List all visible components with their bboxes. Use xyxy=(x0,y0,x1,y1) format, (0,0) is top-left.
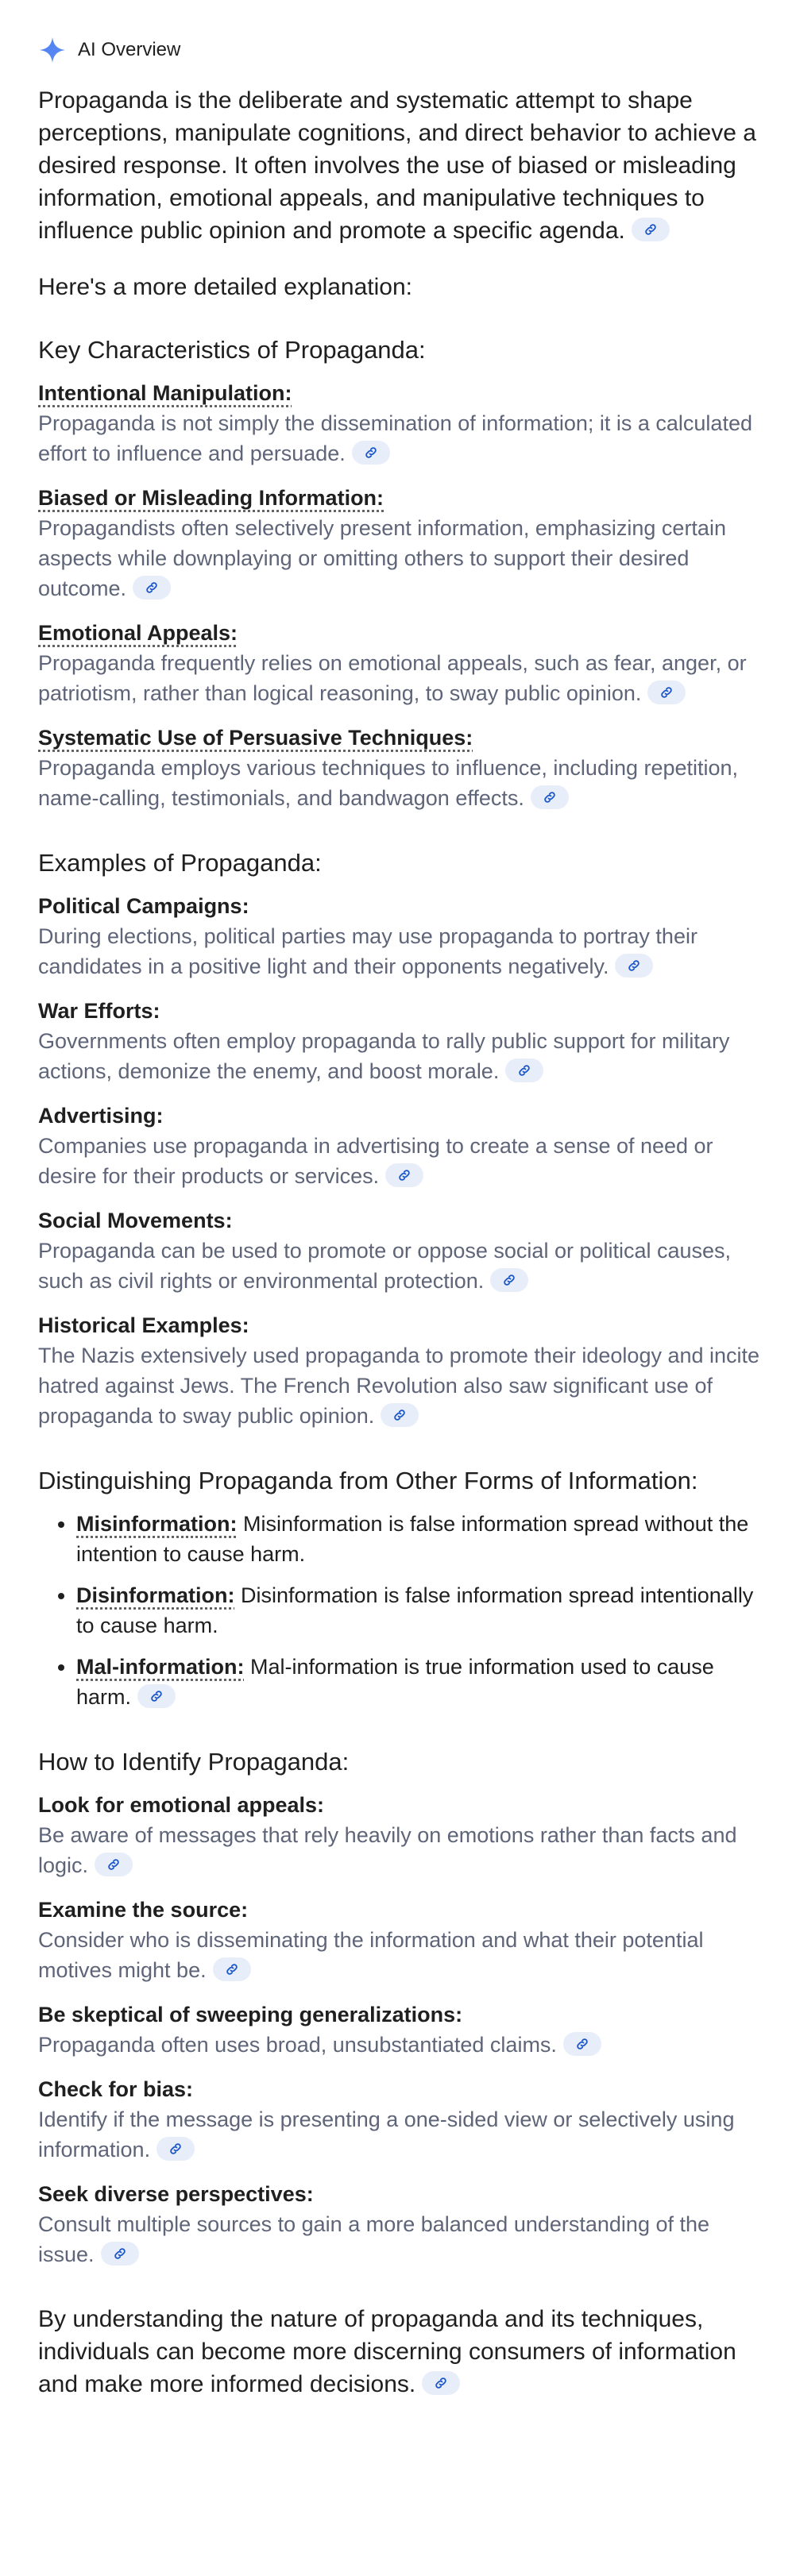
item-title: War Efforts: xyxy=(38,999,160,1023)
source-link-button[interactable] xyxy=(531,785,569,809)
item-title: Social Movements: xyxy=(38,1209,233,1232)
source-link-button[interactable] xyxy=(101,2242,139,2266)
link-icon xyxy=(502,1273,516,1287)
list-item xyxy=(38,2074,764,2165)
item-description-text: Propagandists often selectively present information, emphasizing certain aspects while downplaying or omitting others to support their desired outcome. xyxy=(38,516,726,600)
source-link-button[interactable] xyxy=(563,2032,601,2056)
more-detail-text: Here's a more detailed explanation: xyxy=(38,274,413,300)
examples-section xyxy=(38,846,764,1431)
list-item xyxy=(38,1310,764,1431)
item-description xyxy=(38,513,764,604)
section-heading: Key Characteristics of Propaganda: xyxy=(38,336,426,364)
item-description-text: Propaganda frequently relies on emotional appeals, such as fear, anger, or patriotism, rather than logical reasoning, to sway public opinion. xyxy=(38,651,747,705)
link-icon xyxy=(643,222,658,237)
link-icon xyxy=(543,790,557,804)
item-title: Historical Examples: xyxy=(38,1313,249,1337)
item-description xyxy=(38,753,764,813)
item-title-link[interactable]: Systematic Use of Persuasive Techniques: xyxy=(38,726,473,750)
key-characteristics-section xyxy=(38,334,764,813)
bullet-list xyxy=(38,1509,764,1712)
source-link-button[interactable] xyxy=(352,441,390,465)
list-item xyxy=(38,996,764,1086)
section-heading: How to Identify Propaganda: xyxy=(38,1748,350,1776)
list-item xyxy=(38,1205,764,1296)
link-icon xyxy=(145,580,159,595)
source-link-button[interactable] xyxy=(647,681,686,704)
list-item xyxy=(38,1790,764,1880)
item-description xyxy=(38,1820,764,1880)
list-item xyxy=(38,1101,764,1191)
source-link-button[interactable] xyxy=(95,1853,133,1876)
list-item xyxy=(38,891,764,981)
intro-text: Propaganda is the deliberate and systematic attempt to shape perceptions, manipulate cognitions, and direct behavior to achieve a desired response. It often involves the use of biased or misleading information, emotional appeals, and manipulative techniques to influence public opinion and promote a specific agenda. xyxy=(38,87,756,244)
item-description-text: During elections, political parties may use propaganda to portray their candidates in a positive light and their opponents negatively. xyxy=(38,924,697,978)
item-description xyxy=(38,408,764,469)
item-description-text: Propaganda employs various techniques to influence, including repetition, name-calling, testimonials, and bandwagon effects. xyxy=(38,756,739,810)
intro-paragraph xyxy=(38,84,764,247)
list-item xyxy=(76,1580,764,1641)
link-icon xyxy=(575,2037,589,2051)
list-item xyxy=(38,378,764,469)
source-link-button[interactable] xyxy=(156,2137,195,2161)
term-link[interactable]: Misinformation: xyxy=(76,1512,238,1536)
item-description xyxy=(38,1131,764,1191)
source-link-button[interactable] xyxy=(133,576,171,600)
list-item xyxy=(38,1895,764,1985)
identify-section xyxy=(38,1745,764,2269)
link-icon xyxy=(364,445,378,460)
link-icon xyxy=(168,2142,183,2156)
item-title: Be skeptical of sweeping generalizations: xyxy=(38,2003,463,2026)
term-description: Mal-information is true information used to cause harm. xyxy=(76,1655,714,1709)
ai-overview-title: AI Overview xyxy=(78,39,181,60)
source-link-button[interactable] xyxy=(422,2371,460,2395)
list-item xyxy=(76,1652,764,1712)
item-title: Political Campaigns: xyxy=(38,894,249,918)
item-title: Check for bias: xyxy=(38,2077,194,2101)
list-item xyxy=(38,2179,764,2269)
list-item xyxy=(38,618,764,708)
link-icon xyxy=(627,958,641,973)
term-link[interactable]: Mal-information: xyxy=(76,1655,245,1679)
item-description-text: Companies use propaganda in advertising to create a sense of need or desire for their products or services. xyxy=(38,1134,713,1188)
term-description: Disinformation is false information spread intentionally to cause harm. xyxy=(76,1583,754,1637)
link-icon xyxy=(392,1408,407,1422)
source-link-button[interactable] xyxy=(490,1268,528,1292)
sparkle-icon xyxy=(38,36,67,64)
item-description-text: Governments often employ propaganda to rally public support for military actions, demonize the enemy, and boost morale. xyxy=(38,1029,730,1083)
list-item xyxy=(76,1509,764,1569)
item-description-text: Propaganda is not simply the dissemination of information; it is a calculated effort to influence and persuade. xyxy=(38,411,752,465)
item-title: Look for emotional appeals: xyxy=(38,1793,325,1817)
list-item xyxy=(38,483,764,604)
source-link-button[interactable] xyxy=(385,1163,423,1187)
source-link-button[interactable] xyxy=(381,1403,419,1427)
item-description xyxy=(38,2104,764,2165)
item-description xyxy=(38,1340,764,1431)
closing-paragraph xyxy=(38,2303,764,2401)
item-description xyxy=(38,648,764,708)
list-item xyxy=(38,1999,764,2060)
source-link-button[interactable] xyxy=(213,1957,251,1981)
link-icon xyxy=(106,1857,121,1872)
item-description xyxy=(38,2030,764,2060)
link-icon xyxy=(225,1962,239,1976)
term-description: Misinformation is false information spread without the intention to cause harm. xyxy=(76,1512,749,1566)
source-link-button[interactable] xyxy=(615,954,653,978)
item-description-text: Be aware of messages that rely heavily on emotions rather than facts and logic. xyxy=(38,1823,737,1877)
item-description-text: The Nazis extensively used propaganda to promote their ideology and incite hatred against Jews. The French Revolution also saw significant use of propaganda to sway public opinion. xyxy=(38,1344,760,1428)
item-title: Examine the source: xyxy=(38,1898,249,1922)
item-description xyxy=(38,2209,764,2269)
item-description-text: Propaganda often uses broad, unsubstantiated claims. xyxy=(38,2033,557,2057)
item-description-text: Identify if the message is presenting a one-sided view or selectively using information. xyxy=(38,2107,735,2161)
distinguishing-section xyxy=(38,1464,764,1712)
item-description-text: Consult multiple sources to gain a more balanced understanding of the issue. xyxy=(38,2212,710,2266)
item-description xyxy=(38,1236,764,1296)
ai-overview-header xyxy=(38,29,764,71)
source-link-button[interactable] xyxy=(505,1059,543,1082)
item-description xyxy=(38,921,764,981)
link-icon xyxy=(659,685,674,700)
link-icon xyxy=(434,2376,448,2390)
section-heading: Examples of Propaganda: xyxy=(38,849,322,877)
item-description xyxy=(38,1026,764,1086)
section-heading: Distinguishing Propaganda from Other Forms of Information: xyxy=(38,1467,698,1494)
source-link-button[interactable] xyxy=(137,1684,176,1708)
source-link-button[interactable] xyxy=(632,218,670,241)
link-icon xyxy=(397,1168,412,1182)
item-title-link[interactable]: Emotional Appeals: xyxy=(38,621,238,645)
closing-text: By understanding the nature of propaganda and its techniques, individuals can become more discerning consumers of information and make more informed decisions. xyxy=(38,2306,736,2397)
item-description-text: Propaganda can be used to promote or oppose social or political causes, such as civil rights or environmental protection. xyxy=(38,1239,732,1293)
item-title-link[interactable]: Intentional Manipulation: xyxy=(38,381,292,405)
item-description-text: Consider who is disseminating the information and what their potential motives might be. xyxy=(38,1928,704,1982)
item-title: Seek diverse perspectives: xyxy=(38,2182,314,2206)
item-description xyxy=(38,1925,764,1985)
item-title: Advertising: xyxy=(38,1104,164,1128)
link-icon xyxy=(149,1689,164,1703)
link-icon xyxy=(113,2246,127,2261)
link-icon xyxy=(517,1063,531,1078)
item-title-link[interactable]: Biased or Misleading Information: xyxy=(38,486,384,510)
term-link[interactable]: Disinformation: xyxy=(76,1583,235,1607)
list-item xyxy=(38,723,764,813)
